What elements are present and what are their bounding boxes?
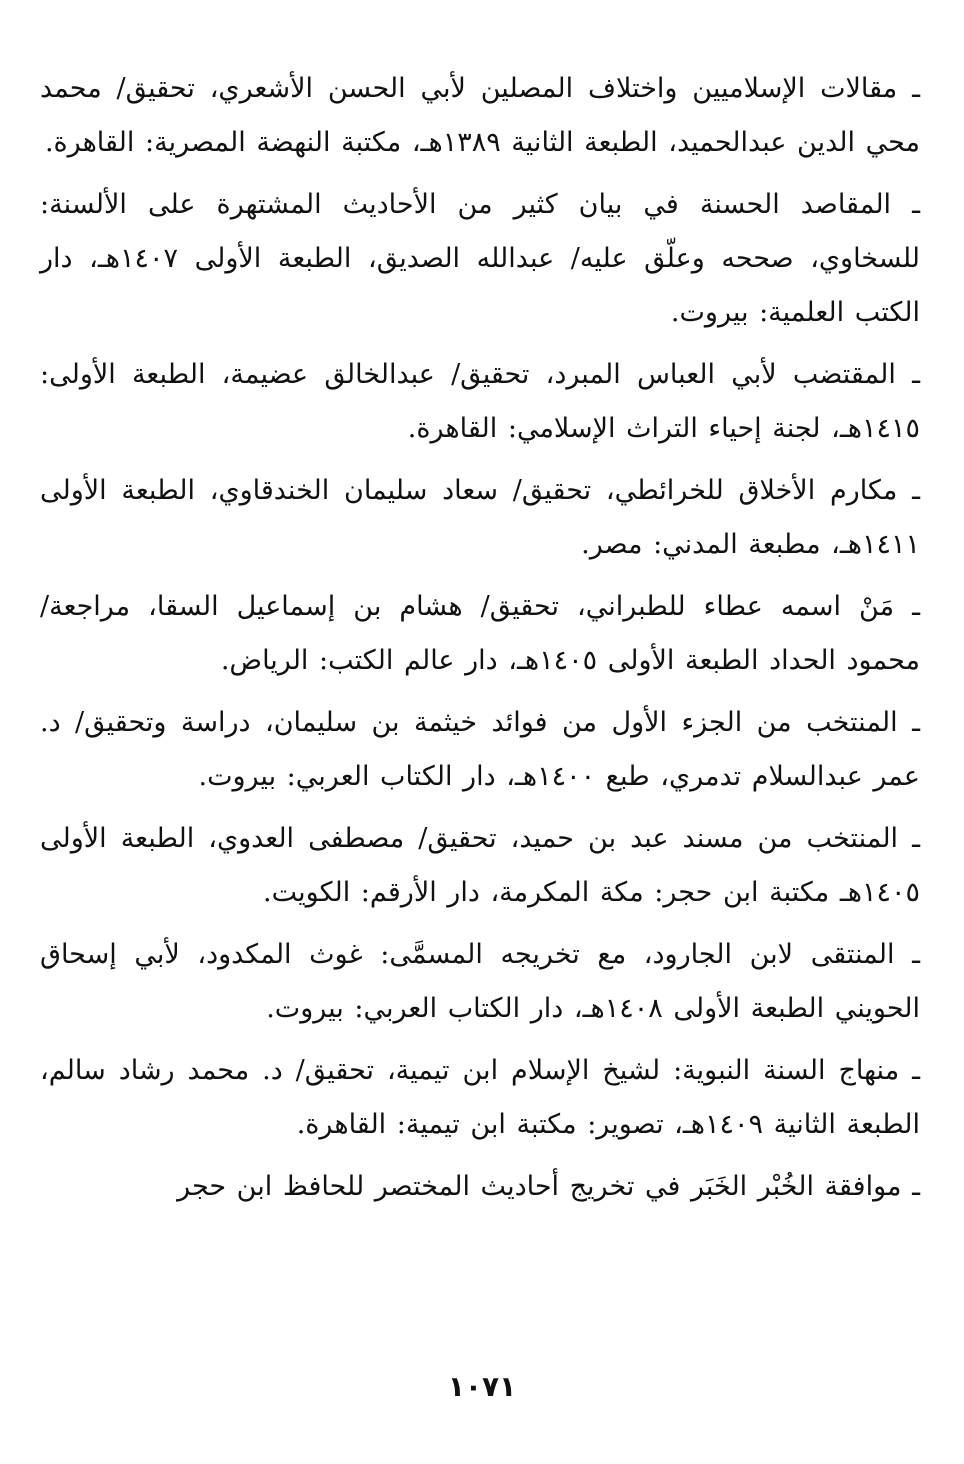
reference-entry: ـ المقاصد الحسنة في بيان كثير من الأحاديث المشتهرة على الألسنة: للسخاوي، صححه وعلّق عليه/ عبدالله الصديق، الطبعة الأولى ١٤٠٧هـ، دار الكتب العلمية: بيروت. (40, 189, 920, 328)
reference-entry: ـ المقتضب لأبي العباس المبرد، تحقيق/ عبدالخالق عضيمة، الطبعة الأولى: ١٤١٥هـ، لجنة إحياء التراث الإسلامي: القاهرة. (40, 359, 920, 444)
reference-list (40, 62, 920, 1222)
reference-entry: ـ مَنْ اسمه عطاء للطبراني، تحقيق/ هشام بن إسماعيل السقا، مراجعة/ محمود الحداد الطبعة الأولى ١٤٠٥هـ، دار عالم الكتب: الرياض. (40, 591, 920, 676)
reference-entry: ـ المنتخب من مسند عبد بن حميد، تحقيق/ مصطفى العدوي، الطبعة الأولى ١٤٠٥هـ مكتبة ابن حجر: مكة المكرمة، دار الأرقم: الكويت. (40, 823, 920, 908)
reference-entry: ـ مقالات الإسلاميين واختلاف المصلين لأبي الحسن الأشعري، تحقيق/ محمد محي الدين عبدالحميد، الطبعة الثانية ١٣٨٩هـ، مكتبة النهضة المصرية: القاهرة. (40, 73, 920, 158)
page-number: ١٠٧١ (447, 1370, 517, 1403)
reference-entry: ـ المنتقى لابن الجارود، مع تخريجه المسمَّى: غوث المكدود، لأبي إسحاق الحويني الطبعة الأولى ١٤٠٨هـ، دار الكتاب العربي: بيروت. (40, 939, 921, 1024)
reference-entry: ـ مكارم الأخلاق للخرائطي، تحقيق/ سعاد سليمان الخندقاوي، الطبعة الأولى ١٤١١هـ، مطبعة المدني: مصر. (40, 475, 920, 560)
reference-entry: ـ المنتخب من الجزء الأول من فوائد خيثمة بن سليمان، دراسة وتحقيق/ د. عمر عبدالسلام تدمري، طبع ١٤٠٠هـ، دار الكتاب العربي: بيروت. (40, 707, 920, 792)
reference-entry: ـ موافقة الخُبْر الخَبَر في تخريج أحاديث المختصر للحافظ ابن حجر (177, 1171, 920, 1202)
reference-entry: ـ منهاج السنة النبوية: لشيخ الإسلام ابن تيمية، تحقيق/ د. محمد رشاد سالم، الطبعة الثانية ١٤٠٩هـ، تصوير: مكتبة ابن تيمية: القاهرة. (40, 1055, 920, 1140)
